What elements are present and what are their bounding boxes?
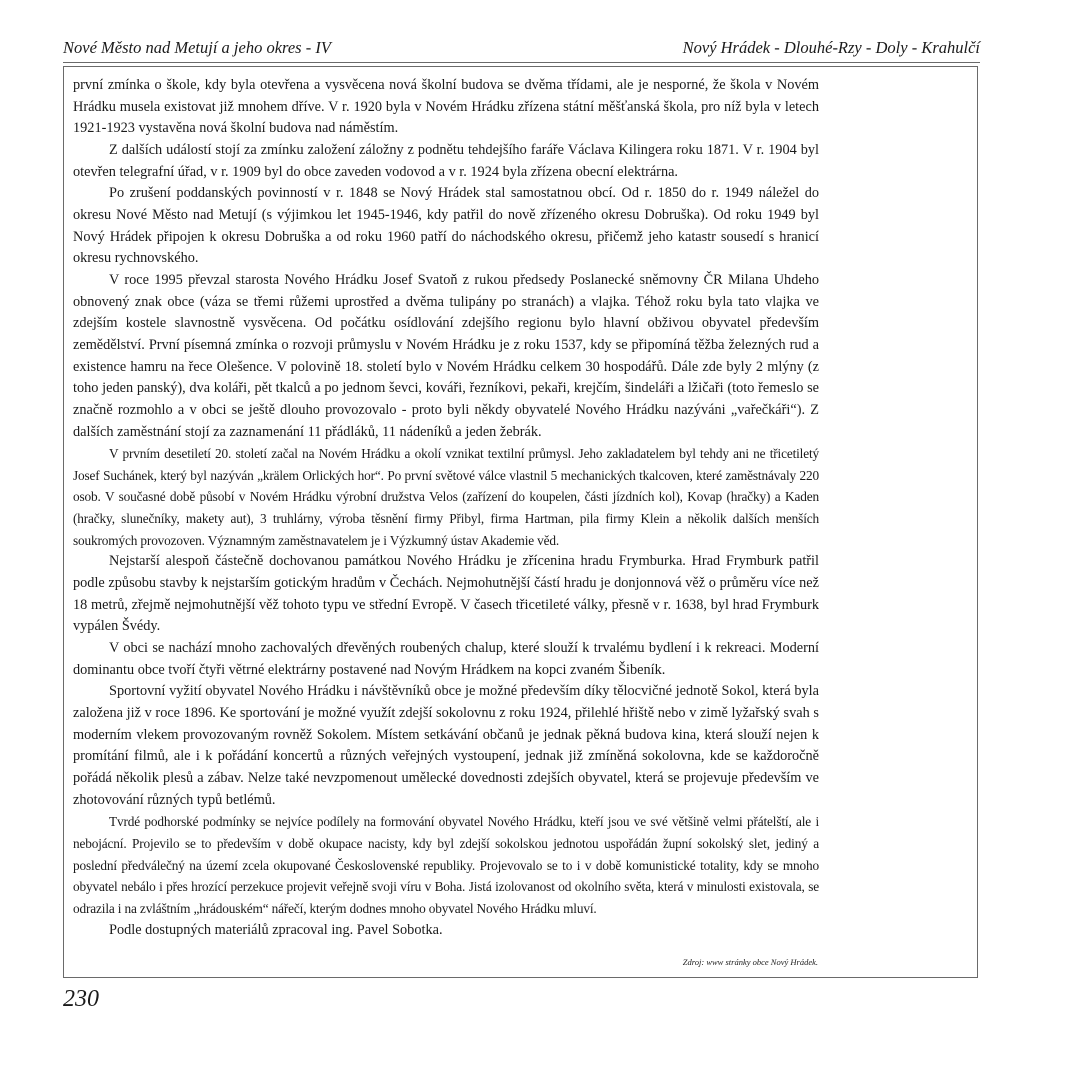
header-right-title: Nový Hrádek - Dlouhé-Rzy - Doly - Krahulčí	[682, 38, 980, 57]
paragraph-1: první zmínka o škole, kdy byla otevřena a vysvěcena nová školní budova se dvěma třídami, ale je nesporné, že škola v Novém Hrádku musela existovat již mnohem dříve. V r. 1920 byla v Novém Hrádku zřízena státní měšťanská škola, pro níž byla v letech 1921-1923 vystavěna nová školní budova nad náměstím.	[73, 77, 819, 137]
header-left-title: Nové Město nad Metují a jeho okres - IV	[63, 38, 331, 57]
paragraph-6: Nejstarší alespoň částečně dochovanou památkou Nového Hrádku je zřícenina hradu Frymburka. Hrad Frymburk patřil podle způsobu stavby k nejstarším gotickým hradům v Čechách. Nejmohutnější částí hradu je donjonnová věž o průměru více než 18 metrů, zřejmě nejmohutnější věž tohoto typu ve střední Evropě. V časech třicetileté války, přesně v r. 1638, byl hrad Frymburk vypálen Švédy.	[73, 553, 819, 635]
header-rule	[63, 62, 980, 63]
paragraph-9: Tvrdé podhorské podmínky se nejvíce podílely na formování obyvatel Nového Hrádku, kteří jsou ve své většině velmi přátelští, ale i nebojácní. Projevilo se to především v době okupace nacisty, kdy byl zdejší sokolskou jednotou uspořádán župní sokolský slet, jediný a poslední předválečný na území zcela okupované Československé republiky. Projevovalo se to i v době komunistické totality, kdy se mnoho obyvatel nebálo i přes hrozící perzekuce projevit veřejně svoji víru v Boha. Jistá izolovanost od okolního světa, která v minulosti existovala, se odrazila i na zvláštním „hrádouském“ nářečí, kterým dodnes mnoho obyvatel Nového Hrádku mluví.	[73, 814, 819, 916]
page-number: 230	[63, 986, 99, 1012]
paragraph-4: V roce 1995 převzal starosta Nového Hrádku Josef Svatoň z rukou předsedy Poslanecké sněmovny ČR Milana Uhdeho obnovený znak obce (váza se třemi růžemi uprostřed a dvěma tulipány po stranách) a vlajka. Téhož roku byla tato vlajka ve zdejším kostele slavnostně vysvěcena. Od počátku osídlování zdejšího regionu bylo hlavní obživou obyvatel především zemědělství. První písemná zmínka o rozvoji průmyslu v Novém Hrádku je z roku 1537, kdy se připomíná těžba železných rud a existence hamru na řece Olešence. V polovině 18. století bylo v Novém Hrádku celkem 30 hospodářů. Dále zde byly 2 mlýny (z toho jeden panský), dva koláři, pět tkalců a po jednom ševci, kováři, řezníkovi, pekaři, krejčím, šindeláři a lžičaři (toto řemeslo se značně rozmohlo a v obci se ještě dlouho provozovalo - proto byli někdy obyvatelé Nového Hrádku nazýváni „vařečkáři“). Z dalších zaměstnání stojí za zaznamenání 11 přádláků, 11 nádeníků a jeden žebrák.	[73, 271, 819, 440]
body-text	[73, 75, 819, 941]
paragraph-10: Podle dostupných materiálů zpracoval ing. Pavel Sobotka.	[109, 921, 443, 938]
paragraph-2: Z dalších událostí stojí za zmínku založení záložny z podnětu tehdejšího faráře Václava Kilingera roku 1871. V r. 1904 byl otevřen telegrafní úřad, v r. 1909 byl do obce zaveden vodovod a v r. 1924 byla zřízena obecní elektrárna.	[73, 141, 819, 180]
paragraph-3: Po zrušení poddanských povinností v r. 1848 se Nový Hrádek stal samostatnou obcí. Od r. 1850 do r. 1949 náležel do okresu Nové Město nad Metují (s výjimkou let 1945-1946, kdy patřil do nově zřízeného okresu Dobruška). Od roku 1949 byl Nový Hrádek připojen k okresu Dobruška a od roku 1960 patří do náchodského okresu, přičemž jeho katastr sousedí s hranicí okresu rychnovského.	[73, 185, 819, 267]
paragraph-8: Sportovní vyžití obyvatel Nového Hrádku i návštěvníků obce je možné především díky tělocvičné jednotě Sokol, která byla založena již v roce 1896. Ke sportování je možné využít zdejší sokolovnu z roku 1924, přilehlé hřiště nebo v zimě lyžařský svah s moderním vlekem provozovaným rovněž Sokolem. Místem setkávání občanů je jednak pěkná budova kina, která slouží nejen k promítání filmů, ale i k pořádání koncertů a různých veřejných vystoupení, jednak již zmíněná sokolovna, kde se každoročně pořádá několik plesů a zábav. Nelze také nevzpomenout umělecké dovednosti zdejších obyvatel, která se projevuje především ve zhotovování různých typů betlémů.	[73, 683, 819, 808]
running-header	[63, 38, 980, 62]
paragraph-5: V prvním desetiletí 20. století začal na Novém Hrádku a okolí vznikat textilní průmysl. Jeho zakladatelem byl tehdy ani ne třicetiletý Josef Suchánek, který byl nazýván „krälem Orlických hor“. Po první světové válce vlastnil 5 mechanických tkalcoven, které zaměstnávaly 220 osob. V současné době působí v Novém Hrádku výrobní družstva Velos (zařízení do koupelen, části jízdních kol), Kovap (hračky) a Kaden (hračky, slunečníky, makety aut), 3 truhlárny, výroba těsnění firmy Přibyl, firma Hartman, pila firmy Klein a několik dalších menších soukromých provozoven. Významným zaměstnavatelem je i Výzkumný ústav Akademie věd.	[73, 446, 819, 548]
source-note: Zdroj: www stránky obce Nový Hrádek.	[682, 957, 818, 967]
paragraph-7: V obci se nachází mnoho zachovalých dřevěných roubených chalup, které slouží k trvalému bydlení i k rekreaci. Moderní dominantu obce tvoří čtyři větrné elektrárny postavené nad Novým Hrádkem na kopci zvaném Šibeník.	[73, 640, 819, 678]
